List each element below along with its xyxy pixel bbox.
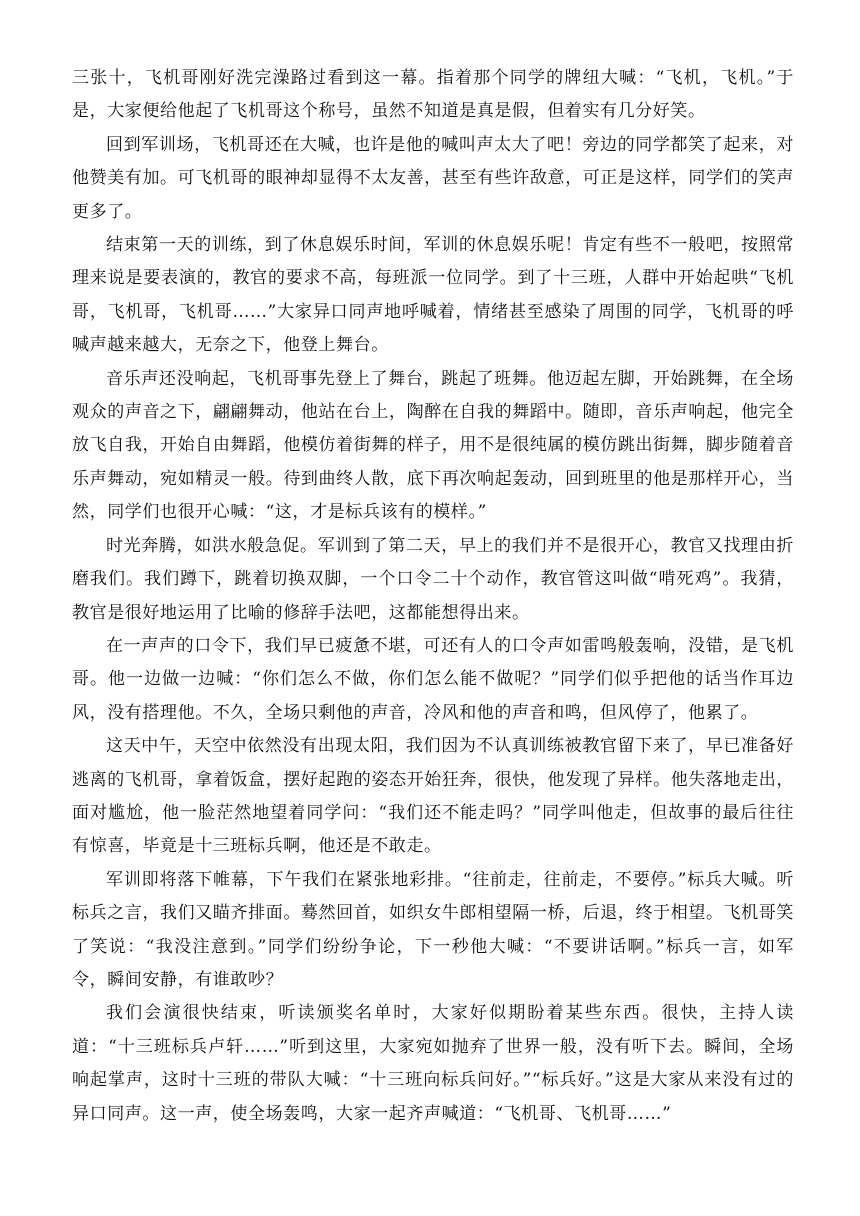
paragraph-2: 回到军训场，飞机哥还在大喊，也许是他的喊叫声太大了吧！旁边的同学都笑了起来，对他赞美有加。可飞机哥的眼神却显得不太友善，甚至有些许敌意，可正是这样，同学们的笑声更多了。: [72, 134, 794, 222]
paragraph-3: 结束第一天的训练，到了休息娱乐时间，军训的休息娱乐呢！肯定有些不一般吧，按照常理来说是要表演的，教官的要求不高，每班派一位同学。到了十三班，人群中开始起哄“飞机哥，飞机哥，飞机哥……”大家异口同声地呼喊着，情绪甚至感染了周围的同学，飞机哥的呼喊声越来越大，无奈之下，他登上舞台。: [72, 235, 794, 356]
paragraph-1: 三张十，飞机哥刚好洗完澡路过看到这一幕。指着那个同学的牌纽大喊：“飞机，飞机。”于是，大家便给他起了飞机哥这个称号，虽然不知道是真是假，但着实有几分好笑。: [72, 68, 794, 122]
paragraph-8: 军训即将落下帷幕，下午我们在紧张地彩排。“往前走，往前走，不要停。”标兵大喊。听标兵之言，我们又瞄齐排面。蓦然回首，如织女牛郎相望隔一桥，后退，终于相望。飞机哥笑了笑说：“我没注意到。”同学们纷纷争论，下一秒他大喊：“不要讲话啊。”标兵一言，如军令，瞬间安静，有谁敢吵？: [72, 869, 794, 990]
paragraph-6: 在一声声的口令下，我们早已疲惫不堪，可还有人的口令声如雷鸣般轰响，没错，是飞机哥。他一边做一边喊：“你们怎么不做，你们怎么能不做呢？”同学们似乎把他的话当作耳边风，没有搭理他。不久，全场只剩他的声音，冷风和他的声音和鸣，但风停了，他累了。: [72, 635, 794, 723]
paragraph-9: 我们会演很快结束，听读颁奖名单时，大家好似期盼着某些东西。很快，主持人读道：“十三班标兵卢轩……”听到这里，大家宛如抛弃了世界一般，没有听下去。瞬间，全场响起掌声，这时十三班的带队大喊：“十三班向标兵问好。”“标兵好。”这是大家从来没有过的异口同声。这一声，使全场轰鸣，大家一起齐声喊道：“飞机哥、飞机哥……”: [72, 1003, 794, 1124]
document-body: [72, 62, 794, 1131]
paragraph-7: 这天中午，天空中依然没有出现太阳，我们因为不认真训练被教官留下来了，早已准备好逃离的飞机哥，拿着饭盒，摆好起跑的姿态开始狂奔，很快，他发现了异样。他失落地走出，面对尴尬，他一脸茫然地望着同学问：“我们还不能走吗？”同学叫他走，但故事的最后往往有惊喜，毕竟是十三班标兵啊，他还是不敢走。: [72, 736, 794, 857]
paragraph-5: 时光奔腾，如洪水般急促。军训到了第二天，早上的我们并不是很开心，教官又找理由折磨我们。我们蹲下，跳着切换双脚，一个口令二十个动作，教官管这叫做“啃死鸡”。我猜，教官是很好地运用了比喻的修辞手法吧，这都能想得出来。: [72, 535, 794, 623]
paragraph-4: 音乐声还没响起，飞机哥事先登上了舞台，跳起了班舞。他迈起左脚，开始跳舞，在全场观众的声音之下，翩翩舞动，他站在台上，陶醉在自我的舞蹈中。随即，音乐声响起，他完全放飞自我，开始自由舞蹈，他模仿着街舞的样子，用不是很纯属的模仿跳出街舞，脚步随着音乐声舞动，宛如精灵一般。待到曲终人散，底下再次响起轰动，回到班里的他是那样开心，当然，同学们也很开心喊：“这，才是标兵该有的模样。”: [72, 368, 794, 523]
